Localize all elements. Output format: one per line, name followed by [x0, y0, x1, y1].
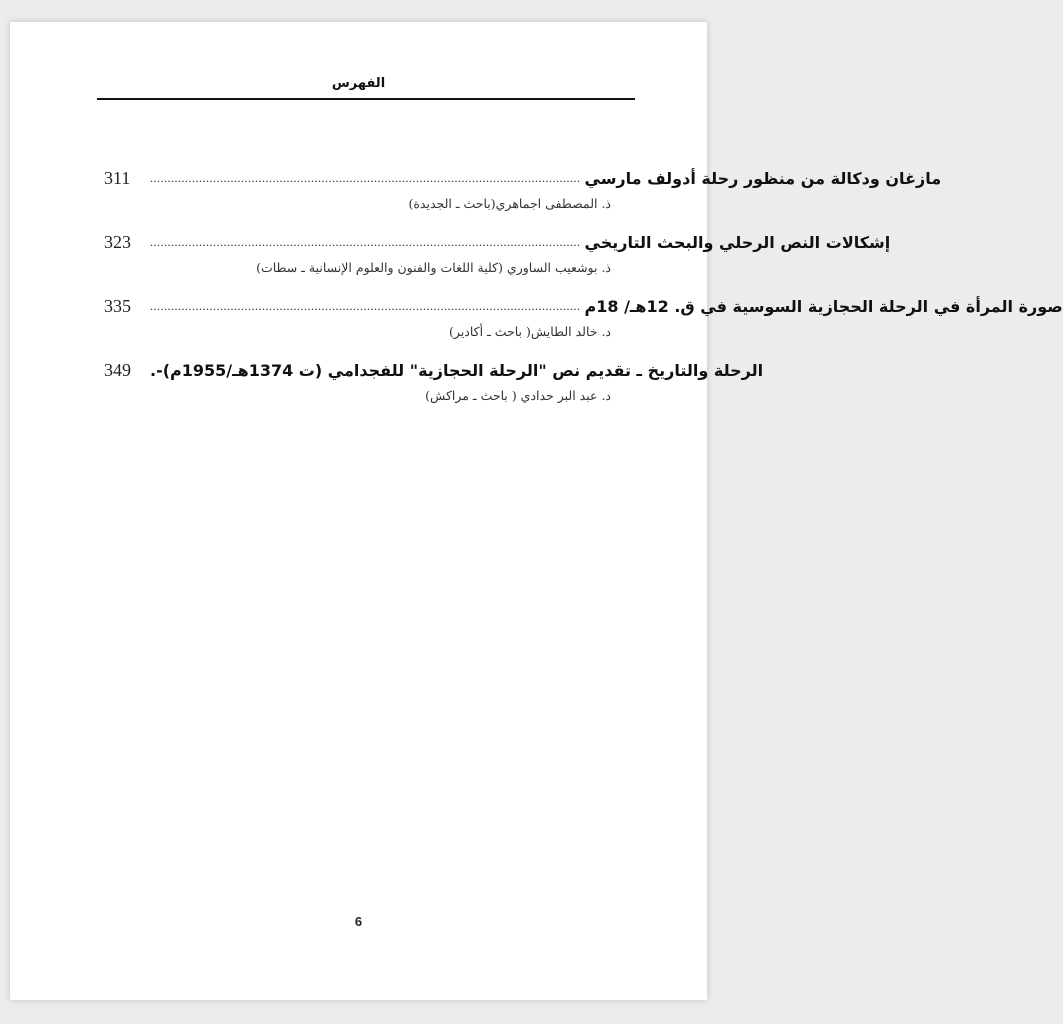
toc-author: د. عبد البر حدادي ( باحث ـ مراكش) [425, 388, 611, 403]
toc-dot-leader: ........................................................................................................................... [150, 171, 581, 185]
toc-entry [102, 354, 764, 418]
toc-author: د. خالد الطايش( باحث ـ أكادير) [449, 324, 611, 339]
toc-entry [102, 226, 891, 290]
toc-page-number: 311 [104, 167, 131, 188]
page-number: 6 [354, 914, 363, 929]
toc-page-number: 349 [104, 359, 131, 380]
toc-title: الرحلة والتاريخ ـ تقديم نص "الرحلة الحجازية" للفجدامي (ت 1374هـ/1955م)-. [150, 360, 764, 380]
toc-dot-leader: ........................................................................................................................... [150, 235, 581, 249]
toc-author: ذ. بوشعيب الساوري (كلية اللغات والفنون والعلوم الإنسانية ـ سطات) [256, 260, 611, 275]
toc-title-row [102, 226, 891, 258]
toc-page-number: 335 [104, 295, 131, 316]
toc-dot-leader: ........................................................................................................................... [150, 299, 581, 313]
header-divider [97, 98, 635, 100]
toc-title-row [102, 290, 1063, 322]
table-of-contents [102, 162, 1063, 418]
toc-title-row [102, 162, 942, 194]
toc-entry [102, 162, 942, 226]
toc-title: مازغان ودكالة من منظور رحلة أدولف مارسي [584, 168, 942, 188]
toc-entry [102, 290, 1063, 354]
toc-title: إشكالات النص الرحلي والبحث التاريخي [584, 232, 891, 252]
toc-title-row [102, 354, 764, 386]
page-title: الفهرس [331, 76, 386, 91]
document-page [10, 22, 1063, 1000]
toc-author: ذ. المصطفى اجماهري(باحث ـ الجديدة) [408, 196, 611, 211]
toc-title: صورة المرأة في الرحلة الحجازية السوسية في ق. 12هـ/ 18م [584, 296, 1063, 316]
toc-page-number: 323 [104, 231, 131, 252]
